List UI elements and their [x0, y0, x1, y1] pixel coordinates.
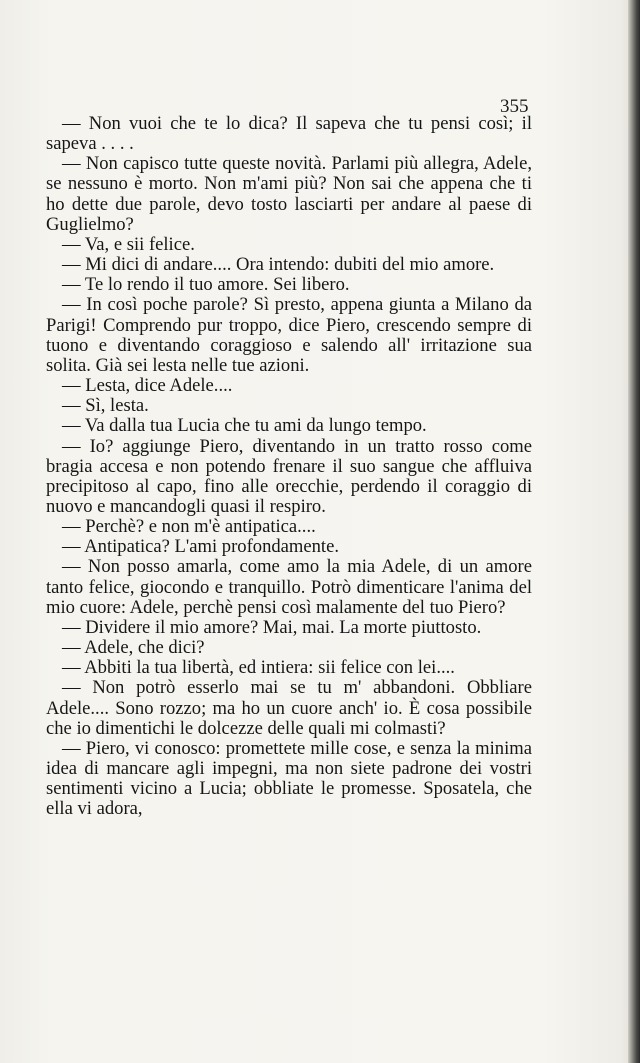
paragraph: — Non potrò esserlo mai se tu m' abbandoni. Obbliare Adele.... Sono rozzo; ma ho un cuore anch' io. È cosa possibile che io dimentichi le dolcezze delle quali mi colmasti?: [46, 677, 532, 739]
paragraph: — Antipatica? L'ami profondamente.: [62, 536, 339, 558]
paragraph: — Non vuoi che te lo dica? Il sapeva che tu pensi così; il sapeva . . . .: [46, 113, 532, 155]
paragraph: — Adele, che dici?: [62, 637, 205, 659]
paragraph: — Mi dici di andare.... Ora intendo: dubiti del mio amore.: [62, 254, 495, 276]
paragraph: — Non capisco tutte queste novità. Parlami più allegra, Adele, se nessuno è morto. Non m'ami più? Non sai che appena che ti ho dette due parole, devo tosto lasciarti per andare al paese di Guglielmo?: [46, 153, 532, 235]
paragraph: — Piero, vi conosco: promettete mille cose, e senza la minima idea di mancare agli impegni, ma non siete padrone dei vostri sentimenti vicino a Lucia; obbliate le promesse. Sposatela, che ella vi adora,: [46, 737, 532, 820]
paragraph: — Va dalla tua Lucia che tu ami da lungo tempo.: [62, 415, 427, 437]
paragraph: — Abbiti la tua libertà, ed intiera: sii felice con lei....: [62, 657, 455, 679]
paragraph: — Sì, lesta.: [62, 395, 149, 417]
paragraph: — Perchè? e non m'è antipatica....: [62, 516, 316, 538]
page-spine-edge: [628, 0, 640, 1063]
dialogue-text-block: [46, 114, 532, 819]
paragraph: — In così poche parole? Sì presto, appena giunta a Milano da Parigi! Comprendo pur troppo, dice Piero, crescendo sempre di tuono e diventando coraggioso e salendo all' irritazione sua solita. Già sei lesta nelle tue azioni.: [46, 294, 532, 376]
paragraph: — Lesta, dice Adele....: [62, 375, 233, 397]
paragraph: — Te lo rendo il tuo amore. Sei libero.: [62, 274, 350, 296]
page-number: 355: [500, 96, 529, 117]
paragraph: — Non posso amarla, come amo la mia Adele, di un amore tanto felice, giocondo e tranquillo. Potrò dimenticare l'anima del mio cuore: Adele, perchè pensi così malamente del tuo Piero?: [46, 556, 532, 618]
paragraph: — Io? aggiunge Piero, diventando in un tratto rosso come bragia accesa e non potendo frenare il suo sangue che affluiva precipitoso al capo, fino alle orecchie, perdendo il coraggio di nuovo e mancandogli quasi il respiro.: [46, 435, 532, 517]
paragraph: — Va, e sii felice.: [62, 233, 195, 255]
paragraph: — Dividere il mio amore? Mai, mai. La morte piuttosto.: [62, 616, 482, 638]
